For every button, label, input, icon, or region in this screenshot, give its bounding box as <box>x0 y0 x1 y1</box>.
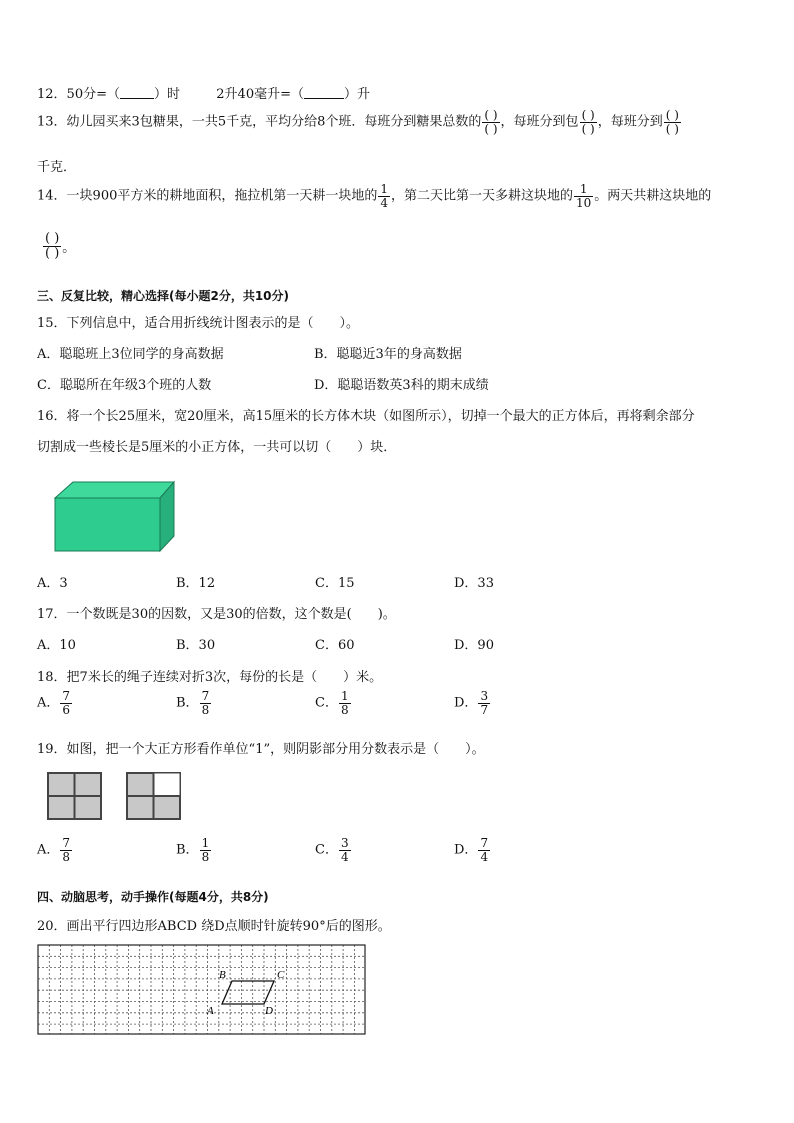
cuboid-figure <box>50 478 180 556</box>
option-a[interactable]: A．聪聪班上3位同学的身高数据 <box>37 347 224 362</box>
question-20: 20．画出平行四边形ABCD 绕D点顺时针旋转90°后的图形。 <box>37 919 391 934</box>
parallelogram-abcd <box>222 981 274 1004</box>
dotted-grid-figure <box>37 944 367 1036</box>
question-16-line2: 切割成一些棱长是5厘米的小正方体，一共可以切（ ）块． <box>37 440 397 455</box>
blank-fraction: $\frac{( )}{( )}$ <box>484 108 498 136</box>
question-19-options <box>37 837 593 863</box>
question-16-options <box>37 572 593 591</box>
option-d[interactable]: D．聪聪语数英3科的期末成绩 <box>314 378 489 393</box>
square-three-quarters-shaded <box>127 773 180 819</box>
question-13-cont: 千克． <box>37 160 77 175</box>
option-b[interactable]: B．30 <box>176 638 216 653</box>
question-17-options <box>37 634 593 653</box>
section-4-heading: 四、动脑思考，动手操作(每题4分，共8分) <box>37 890 269 904</box>
option-d[interactable]: D．33 <box>454 576 494 591</box>
option-c[interactable]: C．60 <box>315 638 355 653</box>
option-a[interactable]: A．3 <box>37 576 68 591</box>
square-figures <box>47 772 187 822</box>
vertex-label-d: D <box>265 1005 273 1017</box>
option-d[interactable]: D． $\frac{3}{7}$ <box>454 689 489 717</box>
section-3-heading: 三、反复比较，精心选择(每小题2分，共10分) <box>37 289 290 303</box>
question-16-line1: 16．将一个长25厘米，宽20厘米，高15厘米的长方体木块（如图所示），切掉一个最大的正方体后，再将剩余部分 <box>37 409 695 424</box>
answer-blank <box>304 86 344 99</box>
option-c[interactable]: C． $\frac{3}{4}$ <box>315 836 349 864</box>
option-c[interactable]: C．聪聪所在年级3个班的人数 <box>37 378 212 393</box>
vertex-label-a: A <box>207 1005 214 1017</box>
option-d[interactable]: D． $\frac{7}{4}$ <box>454 836 489 864</box>
question-17: 17．一个数既是30的因数，又是30的倍数，这个数是( )。 <box>37 607 396 622</box>
dotted-grid <box>38 945 365 1034</box>
question-18-options <box>37 690 593 716</box>
option-a[interactable]: A． $\frac{7}{6}$ <box>37 689 71 717</box>
question-15: 15．下列信息中，适合用折线统计图表示的是（ ）。 <box>37 316 360 331</box>
vertex-label-b: B <box>219 969 226 981</box>
option-a[interactable]: A． $\frac{7}{8}$ <box>37 836 71 864</box>
question-19: 19．如图，把一个大正方形看作单位“1”，则阴影部分用分数表示是（ ）。 <box>37 742 485 757</box>
option-c[interactable]: C．15 <box>315 576 355 591</box>
blank-fraction: $\frac{( )}{( )}$ <box>581 108 595 136</box>
cuboid-top-face <box>55 482 174 498</box>
option-b[interactable]: B．12 <box>176 576 216 591</box>
option-b[interactable]: B． $\frac{7}{8}$ <box>176 689 210 717</box>
question-14: 14．一块900平方米的耕地面积，拖拉机第一天耕一块地的 $\frac{1}{4}$ ，第二天比第一天多耕这块地的 $\frac{1}{10}$ 。两天共耕这块地的 <box>37 182 712 210</box>
fraction: $\frac{1}{4}$ <box>380 182 388 210</box>
cuboid-front-face <box>55 498 160 551</box>
option-b[interactable]: B．聪聪近3年的身高数据 <box>314 347 462 362</box>
blank-fraction: $\frac{( )}{( )}$ <box>665 108 679 136</box>
question-12: 12．50分=（ ）时 2升40毫升=（ ）升 <box>37 87 371 102</box>
fraction: $\frac{1}{10}$ <box>576 182 592 210</box>
question-18: 18．把7米长的绳子连续对折3次，每份的长是（ ）米。 <box>37 670 383 685</box>
option-d[interactable]: D．90 <box>454 638 494 653</box>
option-c[interactable]: C． $\frac{1}{8}$ <box>315 689 349 717</box>
option-a[interactable]: A．10 <box>37 638 76 653</box>
square-fully-shaded <box>48 773 101 819</box>
vertex-label-c: C <box>277 969 285 981</box>
blank-fraction: $\frac{( )}{( )}$ <box>45 231 60 261</box>
option-b[interactable]: B． $\frac{1}{8}$ <box>176 836 210 864</box>
question-13: 13．幼儿园买来3包糖果，一共5千克，平均分给8个班．每班分到糖果总数的 $\frac{( )}{( )}$ ，每班分到包 $\frac{( )}{( )}$ ，每班分到 $\frac{( )}{( )}$ <box>37 108 679 136</box>
answer-blank <box>120 86 154 99</box>
question-14-cont: $\frac{( )}{( )}$ 。 <box>45 231 76 261</box>
